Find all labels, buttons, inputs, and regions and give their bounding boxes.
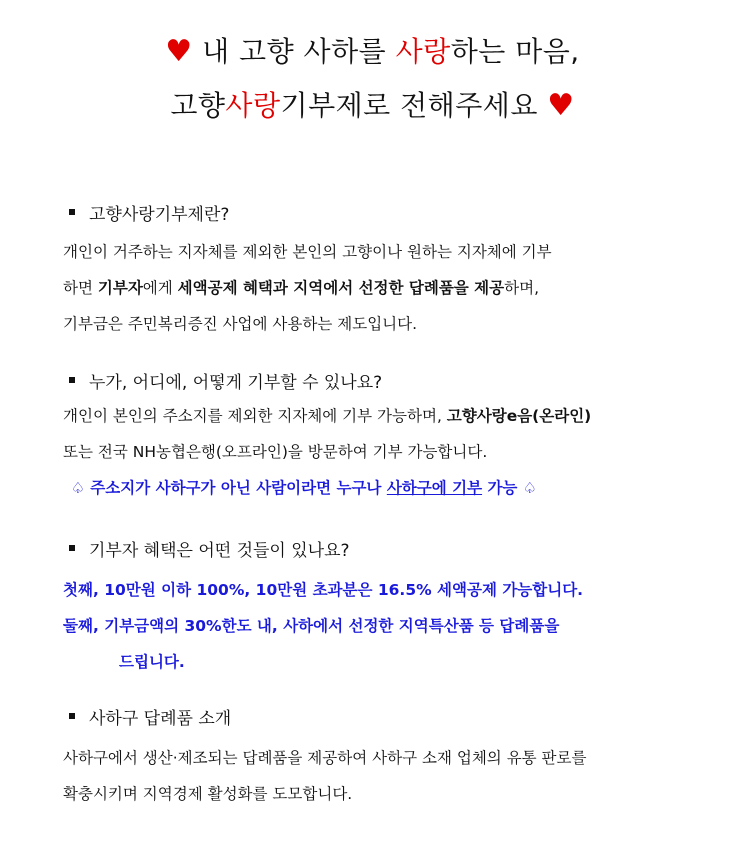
- benefit-line: 드립니다.: [119, 653, 185, 671]
- bold-text: 고향사랑e음(온라인): [446, 407, 592, 425]
- title-text: 내 고향 사하를: [202, 35, 396, 68]
- spade-icon: ♤: [71, 479, 85, 497]
- title-highlight: 사랑: [225, 89, 281, 122]
- square-bullet-icon: [69, 545, 75, 551]
- text: 개인이 본인의 주소지를 제외한 지자체에 기부 가능하며,: [63, 407, 447, 425]
- heart-icon: ♥: [547, 88, 575, 123]
- paragraph-line: 또는 전국 NH농협은행(오프라인)을 방문하여 기부 가능합니다.: [63, 443, 488, 461]
- text: 하며,: [504, 279, 539, 297]
- benefit-line: 첫째, 10만원 이하 100%, 10만원 초과분은 16.5% 세액공제 가능합니다.: [63, 581, 584, 599]
- title-highlight: 사랑: [395, 35, 451, 68]
- square-bullet-icon: [69, 713, 75, 719]
- text: 에게: [142, 279, 178, 297]
- paragraph-line: 확충시키며 지역경제 활성화를 도모합니다.: [63, 785, 353, 803]
- highlight-note: [63, 470, 693, 506]
- text: 주소지가 사하구가 아닌 사람이라면 누구나: [84, 479, 387, 497]
- heart-icon: ♥: [165, 34, 193, 69]
- section-heading: [63, 704, 693, 728]
- square-bullet-icon: [69, 209, 75, 215]
- underlined-text: 사하구에 기부: [386, 479, 483, 497]
- title-text: 기부제로 전해주세요: [280, 89, 548, 122]
- title-line-1: [0, 30, 745, 70]
- spade-icon: ♤: [522, 479, 537, 497]
- paragraph-line: [63, 270, 693, 306]
- section-heading: [63, 200, 693, 224]
- square-bullet-icon: [69, 377, 75, 383]
- heading-text: 기부자 혜택은 어떤 것들이 있나요?: [89, 540, 350, 561]
- title-text: 하는 마음,: [450, 35, 580, 68]
- section-who-where: [63, 368, 693, 506]
- paragraph-line: [63, 398, 693, 434]
- bold-text: 세액공제 혜택과 지역에서 선정한 답례품을 제공: [177, 279, 505, 297]
- title-text: 고향: [170, 89, 226, 122]
- heading-text: 사하구 답례품 소개: [89, 708, 232, 729]
- heading-text: 누가, 어디에, 어떻게 기부할 수 있나요?: [89, 372, 383, 393]
- section-benefits: [63, 536, 693, 680]
- section-heading: [63, 368, 693, 392]
- section-what-is: [63, 200, 693, 342]
- heading-text: 고향사랑기부제란?: [89, 204, 230, 225]
- section-heading: [63, 536, 693, 560]
- paragraph-line: 기부금은 주민복리증진 사업에 사용하는 제도입니다.: [63, 315, 418, 333]
- section-gifts: [63, 704, 693, 812]
- title-line-2: [0, 84, 745, 124]
- bold-text: 기부자: [97, 279, 143, 297]
- paragraph-line: 개인이 거주하는 지자체를 제외한 본인의 고향이나 원하는 지자체에 기부: [63, 243, 552, 261]
- benefit-line: 둘째, 기부금액의 30%한도 내, 사하에서 선정한 지역특산품 등 답례품을: [63, 617, 560, 635]
- paragraph-line: 사하구에서 생산·제조되는 답례품을 제공하여 사하구 소재 업체의 유통 판로를: [63, 749, 587, 767]
- text: 가능: [482, 479, 523, 497]
- text: 하면: [63, 279, 98, 297]
